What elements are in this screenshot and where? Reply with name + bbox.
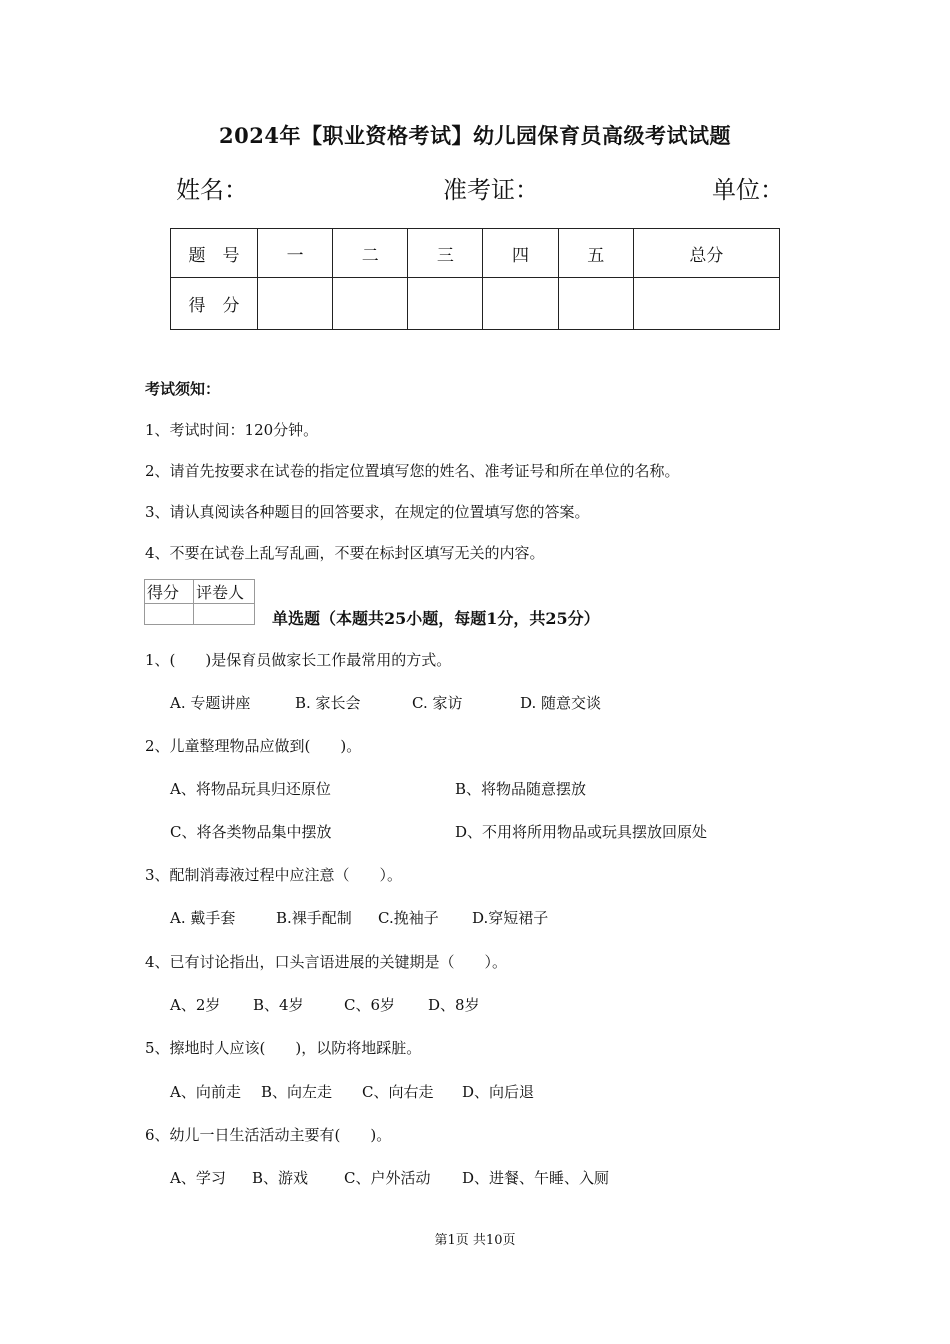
question-option: B.裸手配制	[276, 909, 352, 927]
question-option: C、户外活动	[344, 1169, 431, 1187]
score-entry-cell[interactable]	[333, 278, 408, 330]
question-option: D、向后退	[462, 1083, 535, 1101]
question-option: C、向右走	[362, 1083, 434, 1101]
score-entry-cell[interactable]	[633, 278, 779, 330]
unit-label: 单位：	[712, 176, 784, 204]
notice-item: 3、请认真阅读各种题目的回答要求，在规定的位置填写您的答案。	[145, 503, 590, 521]
score-entry-cell[interactable]	[558, 278, 633, 330]
score-table-cell: 总分	[633, 229, 779, 278]
question-option: A、2岁	[170, 996, 221, 1014]
page-number: 第1页 共10页	[434, 1233, 516, 1248]
score-table-cell: 四	[483, 229, 558, 278]
question-option: D、进餐、午睡、入厕	[462, 1169, 610, 1187]
notice-item: 1、考试时间：120分钟。	[145, 421, 319, 439]
score-table-cell: 得 分	[171, 278, 258, 330]
score-table-cell: 二	[333, 229, 408, 278]
notice-item: 4、不要在试卷上乱写乱画，不要在标封区填写无关的内容。	[145, 544, 545, 562]
score-table-cell: 一	[258, 229, 333, 278]
question-option: B、游戏	[252, 1169, 309, 1187]
question-option: A. 专题讲座	[170, 694, 251, 712]
question-option: C、将各类物品集中摆放	[170, 823, 332, 841]
question-text: 1、( )是保育员做家长工作最常用的方式。	[145, 651, 452, 669]
grader-table	[144, 579, 255, 625]
name-label: 姓名：	[176, 176, 248, 204]
question-option: D、8岁	[428, 996, 480, 1014]
question-option: C、6岁	[344, 996, 396, 1014]
question-text: 3、配制消毒液过程中应注意（ ）。	[145, 866, 403, 884]
question-text: 2、儿童整理物品应做到( )。	[145, 737, 362, 755]
question-option: B、向左走	[261, 1083, 333, 1101]
question-option: A、将物品玩具归还原位	[170, 780, 331, 798]
question-option: D.穿短裙子	[472, 909, 549, 927]
exam-number-label: 准考证：	[443, 176, 539, 204]
question-text: 5、擦地时人应该( )，以防将地踩脏。	[145, 1039, 422, 1057]
question-option: C. 家访	[412, 694, 463, 712]
question-option: D. 随意交谈	[520, 694, 602, 712]
question-option: B、将物品随意摆放	[455, 780, 587, 798]
score-table-score-row	[171, 278, 780, 330]
question-option: B、4岁	[253, 996, 304, 1014]
score-table-cell: 三	[408, 229, 483, 278]
grader-name-cell[interactable]	[194, 604, 255, 625]
score-table-header-row	[171, 229, 780, 278]
page-title: 2024年【职业资格考试】幼儿园保育员高级考试试题	[219, 123, 731, 148]
question-option: B. 家长会	[295, 694, 361, 712]
question-option: A. 戴手套	[170, 909, 236, 927]
question-option: C.挽袖子	[378, 909, 439, 927]
grader-name-label: 评卷人	[194, 580, 255, 604]
score-entry-cell[interactable]	[483, 278, 558, 330]
score-entry-cell[interactable]	[258, 278, 333, 330]
notice-item: 2、请首先按要求在试卷的指定位置填写您的姓名、准考证号和所在单位的名称。	[145, 462, 680, 480]
question-option: A、学习	[170, 1169, 226, 1187]
question-option: A、向前走	[170, 1083, 241, 1101]
score-table-cell: 题 号	[171, 229, 258, 278]
section-title: 单选题（本题共25小题，每题1分，共25分）	[272, 609, 600, 628]
question-option: D、不用将所用物品或玩具摆放回原处	[455, 823, 708, 841]
score-entry-cell[interactable]	[408, 278, 483, 330]
score-table	[170, 228, 780, 330]
grader-score-label: 得分	[145, 580, 194, 604]
question-text: 6、幼儿一日生活活动主要有( )。	[145, 1126, 392, 1144]
notice-title: 考试须知：	[145, 380, 221, 398]
score-table-cell: 五	[558, 229, 633, 278]
grader-score-cell[interactable]	[145, 604, 194, 625]
question-text: 4、已有讨论指出，口头言语进展的关键期是（ ）。	[145, 953, 508, 971]
